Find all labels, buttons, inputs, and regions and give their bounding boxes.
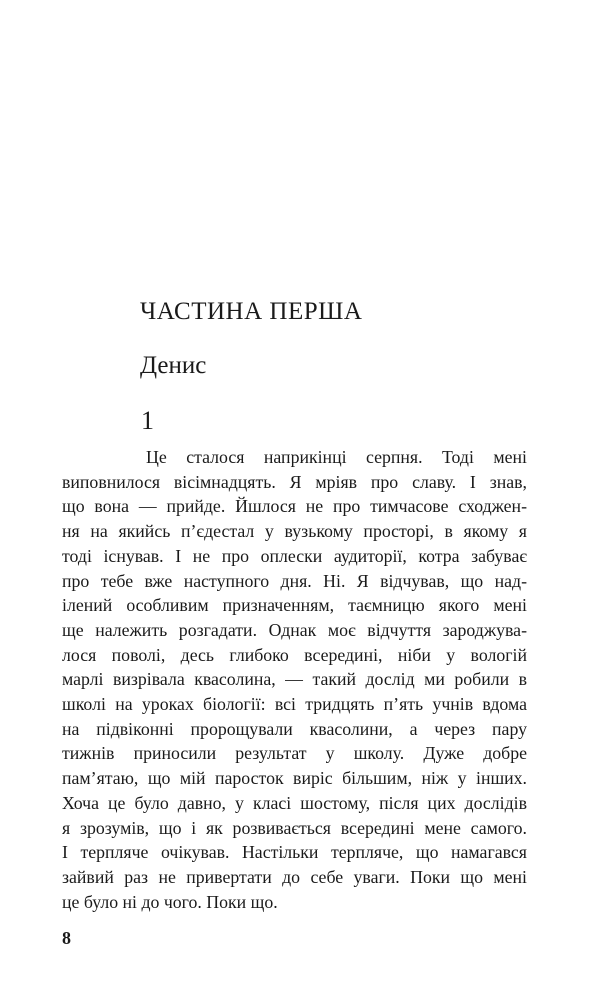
text-line: я зрозумів, що і як розвивається всередині мене самого.: [62, 817, 527, 838]
body-paragraph: [62, 445, 527, 914]
chapter-name: Денис: [140, 352, 207, 379]
text-line: ілений особливим призначенням, таємницю якого мені: [62, 595, 527, 616]
text-line: на підвіконні пророщували квасолини, а через пару: [62, 718, 527, 739]
text-line: лося поволі, десь глибоко всередині, ніби у вологій: [62, 644, 527, 665]
page-number: 8: [62, 928, 71, 948]
part-title: ЧАСТИНА ПЕРША: [140, 298, 363, 325]
text-line: І терпляче очікував. Настільки терпляче, що намагався: [62, 842, 527, 863]
text-line: ня на якийсь п’єдестал у вузькому просторі, в якому я: [62, 521, 527, 542]
text-line: марлі визрівала квасолина, — такий дослід ми робили в: [62, 669, 527, 690]
text-line: виповнилося вісімнадцять. Я мріяв про славу. І знав,: [62, 471, 527, 492]
text-line: тижнів приносили результат у школу. Дуже добре: [62, 743, 527, 764]
text-line: пам’ятаю, що мій паросток виріс більшим, ніж у інших.: [62, 768, 527, 789]
text-line: Хоча це було давно, у класі шостому, після цих дослідів: [62, 792, 527, 813]
text-line: школі на уроках біології: всі тридцять п’ять учнів вдома: [62, 694, 527, 715]
text-line: зайвий раз не привертати до себе уваги. Поки що мені: [62, 866, 527, 887]
text-line: це було ні до чого. Поки що.: [62, 891, 278, 912]
text-line: про тебе вже наступного дня. Ні. Я відчував, що над-: [62, 570, 527, 591]
text-line: тоді існував. І не про оплески аудиторії, котра забуває: [62, 545, 527, 566]
chapter-number: 1: [141, 406, 154, 435]
text-line: Це сталося наприкінці серпня. Тоді мені: [146, 447, 527, 467]
text-line: ще належить розгадати. Однак моє відчуття зароджува-: [62, 619, 527, 640]
text-line: що вона — прийде. Йшлося не про тимчасове сходжен-: [62, 496, 527, 517]
